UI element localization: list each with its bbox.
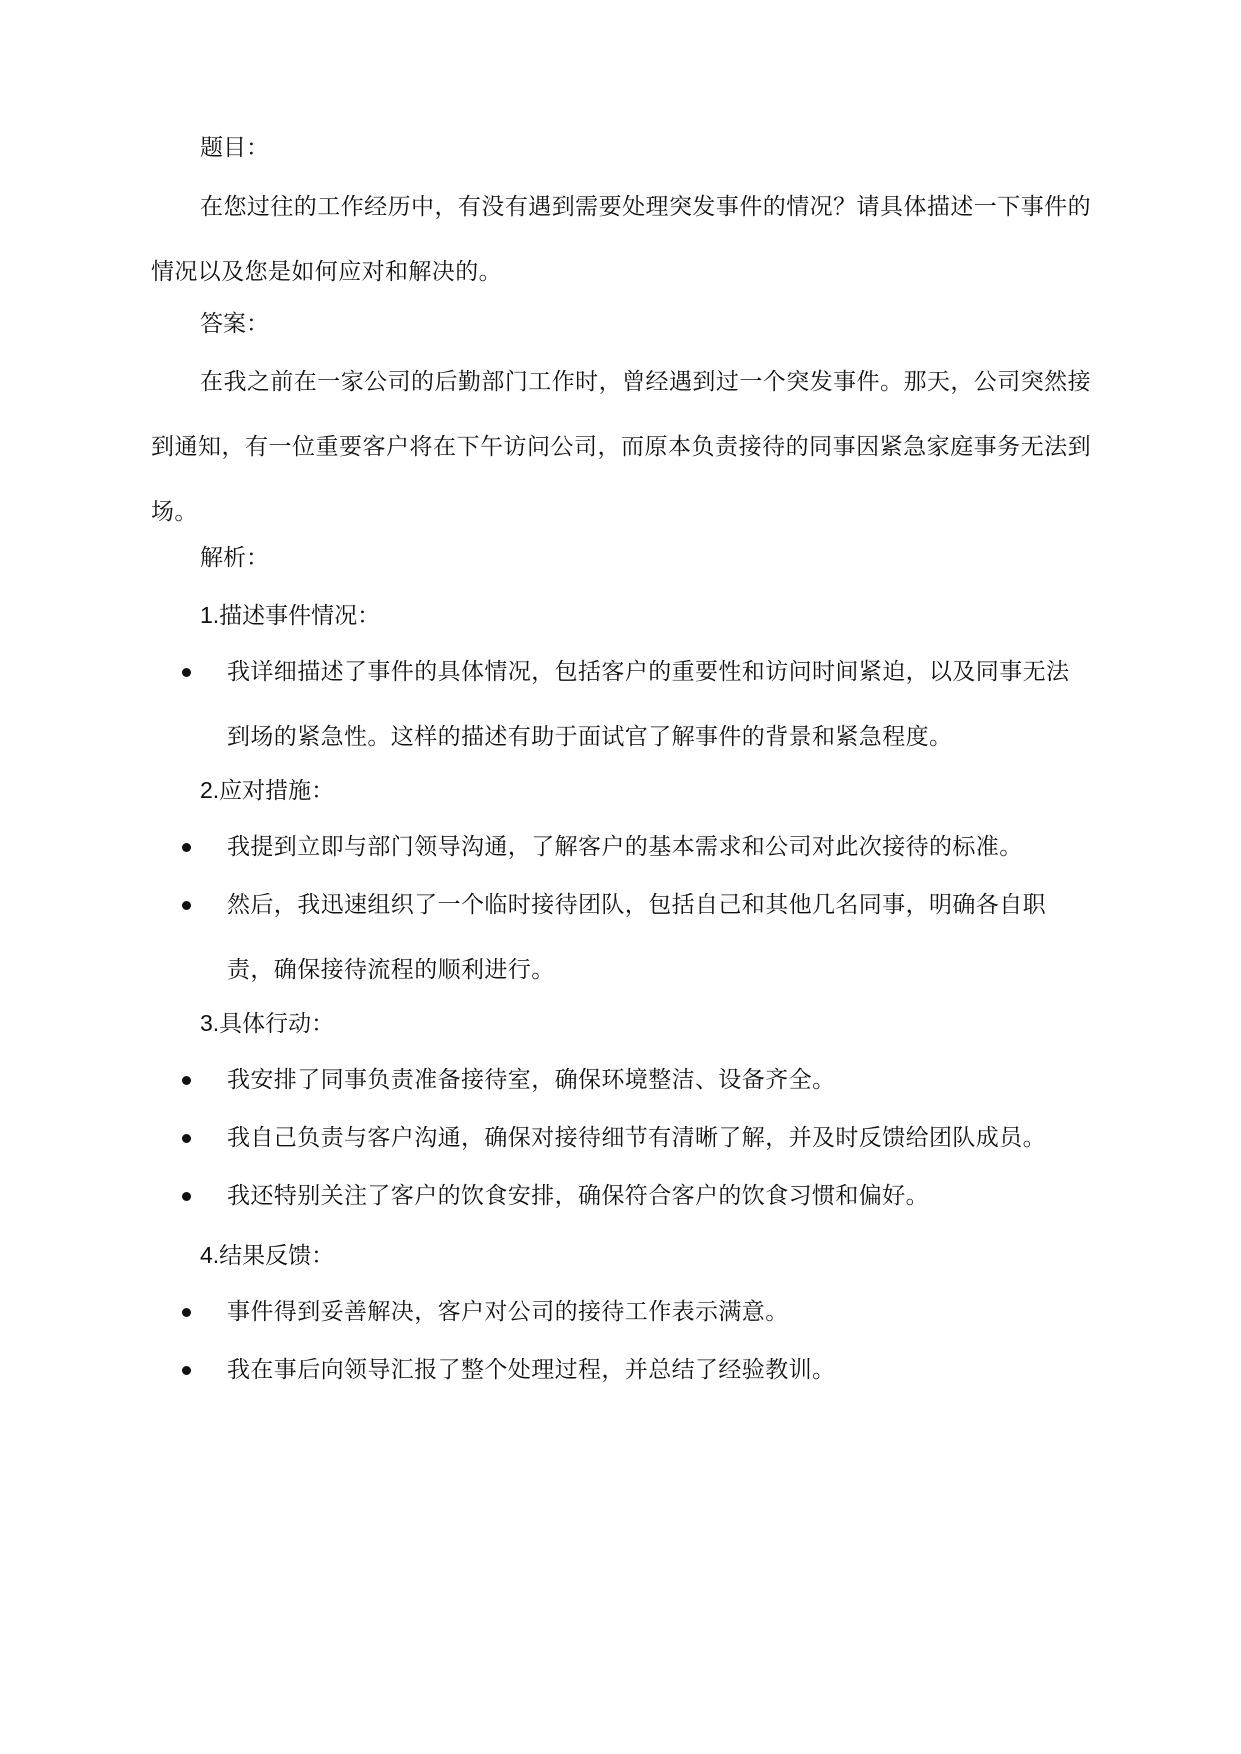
list-item [182,873,1087,1003]
list-item [182,815,1087,880]
answer-label: 答案： [200,311,269,337]
bullet-icon [182,668,191,677]
list-item-text: 我提到立即与部门领导沟通，了解客户的基本需求和公司对此次接待的标准。 [227,834,1023,860]
answer-text: 在我之前在一家公司的后勤部门工作时，曾经遇到过一个突发事件。那天，公司突然接到通知，有一位重要客户将在下午访问公司，而原本负责接待的同事因紧急家庭事务无法到场。 [151,369,1091,525]
question-label: 题目： [200,135,269,161]
question-text: 在您过往的工作经历中，有没有遇到需要处理突发事件的情况？请具体描述一下事件的情况以及您是如何应对和解决的。 [151,194,1091,285]
bullet-icon [182,1134,191,1143]
bullet-icon [182,1076,191,1085]
list-item-text: 我在事后向领导汇报了整个处理过程，并总结了经验教训。 [227,1357,836,1383]
bullet-icon [182,1308,191,1317]
bullet-icon [182,843,191,852]
list-item-text: 事件得到妥善解决，客户对公司的接待工作表示满意。 [227,1299,789,1325]
section-heading-3: 3.具体行动： [200,1010,335,1036]
list-item [182,1164,1087,1229]
section-heading-2: 2.应对措施： [200,777,335,803]
list-item [182,640,1087,770]
list-item [182,1338,1087,1403]
section-heading-1: 1.描述事件情况： [200,602,381,628]
section-heading-4: 4.结果反馈： [200,1242,335,1268]
bullet-icon [182,1192,191,1201]
analysis-label: 解析： [200,545,269,571]
list-item-text: 然后，我迅速组织了一个临时接待团队，包括自己和其他几名同事，明确各自职责，确保接待流程的顺利进行。 [227,892,1046,983]
bullet-icon [182,1366,191,1375]
list-item-text: 我还特别关注了客户的饮食安排，确保符合客户的饮食习惯和偏好。 [227,1183,929,1209]
list-item [182,1106,1087,1171]
bullet-icon [182,901,191,910]
list-item-text: 我自己负责与客户沟通，确保对接待细节有清晰了解，并及时反馈给团队成员。 [227,1125,1046,1151]
list-item-text: 我详细描述了事件的具体情况，包括客户的重要性和访问时间紧迫，以及同事无法到场的紧急性。这样的描述有助于面试官了解事件的背景和紧急程度。 [227,659,1070,750]
list-item-text: 我安排了同事负责准备接待室，确保环境整洁、设备齐全。 [227,1067,836,1093]
list-item [182,1280,1087,1345]
list-item [182,1048,1087,1113]
